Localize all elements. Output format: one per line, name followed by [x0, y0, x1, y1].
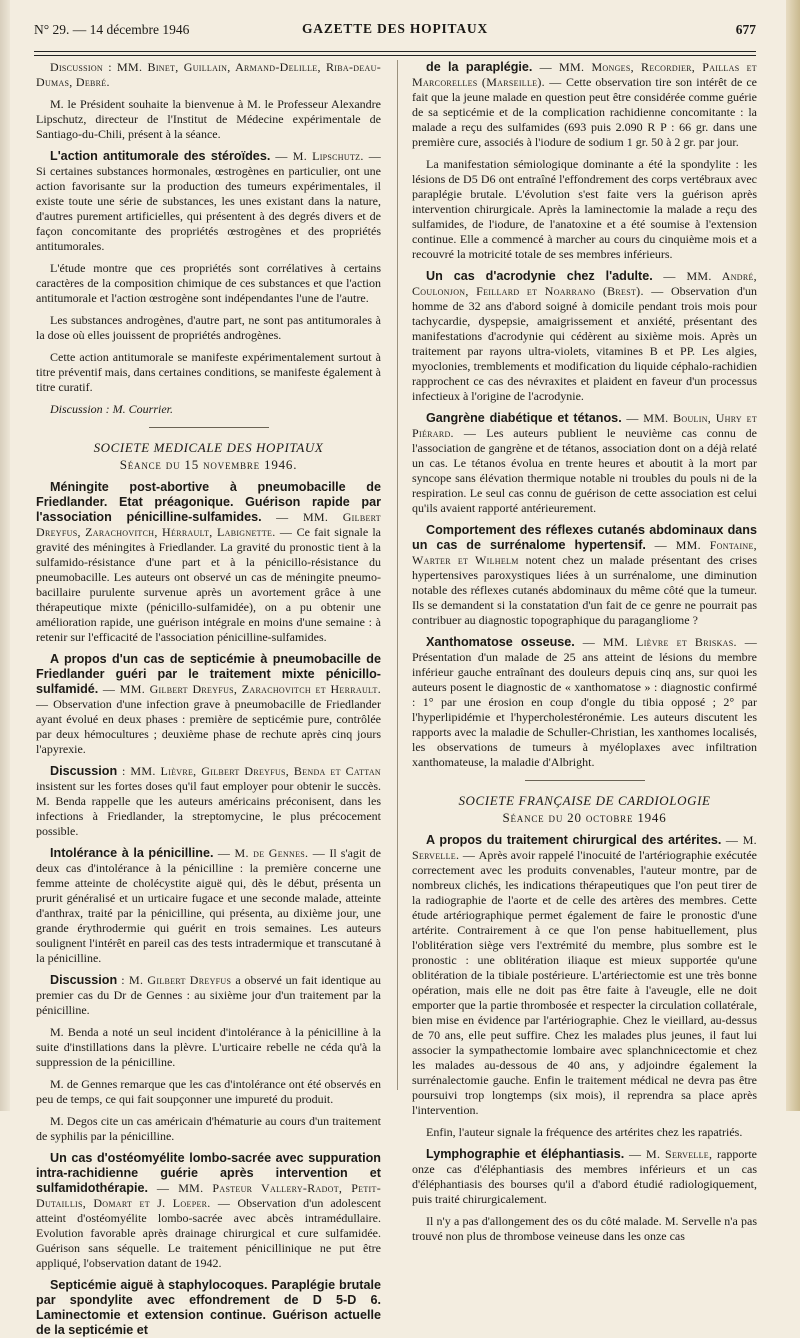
separator-rule: [149, 427, 269, 428]
article-authors: : MM. Lièvre, Gilbert Dreyfus, Benda et Cattan: [117, 764, 381, 778]
paragraph: L'étude montre que ces propriétés sont corrélatives à certains caractères de la composition chimique de ces substances et que l'action antitumorale et l'action œstrogène sont indépendantes l'une de l'autre.: [36, 261, 381, 305]
article-septicemie-friedlander: [36, 652, 381, 757]
journal-title: GAZETTE DES HOPITAUX: [301, 21, 489, 36]
article-title: de la paraplégie.: [426, 60, 533, 74]
article-authors: — MM. Gilbert Dreyfus, Zarachovitch, Hérrault, Labignette. —: [36, 510, 381, 539]
article-osteomyelite: [36, 1151, 381, 1271]
article-reflexes: [412, 523, 757, 628]
right-column: [412, 60, 758, 1243]
discussion-line: Discussion : M. Courrier.: [50, 402, 174, 416]
article-paraplegie: [412, 60, 757, 150]
article-body: Les auteurs publient le neuvième cas connu de l'association de gangrène et de tétanos, association dont on a déjà relaté un cas. Le tétanos évolua en trente heures et aboutit à la mort par syncope sans élévation thermique notable ni troubles du pouls ni de la respiration. Le seul cas connu de guérison de cette association est celui qu'ils avaient rapporté antérieurement.: [412, 426, 757, 515]
article-title: Un cas d'ostéomyélite lombo-sacrée avec suppuration intra-rachidienne guérie après intervention et sulfamidothérapie.: [36, 1151, 381, 1195]
discussion-participants: Discussion : MM. Binet, Guillain, Armand-Delille, Riba-deau-Dumas, Debré.: [36, 60, 381, 89]
article-title: A propos d'un cas de septicémie à pneumobacille de Friedlander guéri par le traitement mixte pénicillo-sulfamidé.: [36, 652, 381, 696]
article-body: Après avoir rappelé l'inocuité de l'artériographie exécutée correctement avec les produits convenables, l'auteur montre, par de nombreux clichés, les indications thérapeutiques que l'on peut tirer de la radiographie de l'aorte et de celle des artères des membres. Cette étude artériographique permet également de faire le pronostic d'une artérite. Contrairement à ce que l'on pense habituellement, plus l'oblitération siège vers l'extrémité du membre, plus sombre est le pronostic : une oblitération iliaque est mieux supportée qu'une oblitération de la tibiale postérieure. L'artériectomie est une très bonne opération, mais elle ne doit pas être faite à l'aveugle, elle ne doit emporter que la partie thrombosée et respecter la circulation collatérale, bien mise en évidence par l'artériographie. Chez le vieillard, au-dessus de 70 ans, elle peut suffire. Chez les malades plus jeunes, il faut lui associer la sympathectomie lombaire avec splanchnicectomie et chez les malades au-dessous de 40 ans, y adjoindre également la surrénalectomie gauche. Enfin le traitement médical ne devra pas être poursuivi trop longtemps (six mois), il reprendra sa place après l'intervention.: [412, 848, 757, 1117]
seance-date: Séance du 20 octobre 1946: [502, 810, 667, 825]
discussion-entry: [36, 764, 381, 839]
article-authors: — MM. Pasteur Vallery-Radot, Petit-Dutaillis, Domart et J. Loeper. —: [36, 1181, 381, 1210]
article-authors: — M. Lipschutz. —: [270, 149, 381, 163]
article-title: Un cas d'acrodynie chez l'adulte.: [426, 269, 653, 283]
article-authors: — M. Servelle. —: [412, 833, 757, 862]
article-title: Gangrène diabétique et tétanos.: [426, 411, 622, 425]
article-lymphographie: [412, 1147, 757, 1207]
separator-rule: [525, 780, 645, 781]
article-staphylocoques: [36, 1278, 381, 1338]
article-xanthomatose: [412, 635, 757, 770]
header-rule-thin: [34, 55, 756, 56]
issue-date: N° 29. — 14 décembre 1946: [34, 22, 190, 37]
article-steroides: [36, 149, 381, 254]
article-authors: — MM. André, Coulonjon, Feillard et Noarrano (Brest). —: [412, 269, 757, 298]
article-title: Comportement des réflexes cutanés abdominaux dans un cas de surrénalome hypertensif.: [412, 523, 757, 552]
article-body: rapporte onze cas d'éléphantiasis des membres inférieurs et un cas d'éléphantiasis des bourses qu'il a d'abord étudié radiologiquement, puis traité chirurgicalement.: [412, 1147, 757, 1206]
page-number: 677: [735, 22, 756, 37]
article-authors: — M. Servelle,: [624, 1147, 718, 1161]
article-authors: — MM. Lièvre et Briskas. —: [574, 635, 757, 649]
running-header: [34, 19, 756, 39]
seance-date: Séance du 15 novembre 1946.: [119, 457, 298, 472]
article-authors: — M. de Gennes. —: [213, 846, 330, 860]
article-body: Ce fait signale la gravité des méningites à Friedlander. La gravité du pronostic tient à la sulfamido-résistance d'une part et à la pénicillo-résistance du pneumobacille. Les auteurs ont observé un cas de méningite pneumo-bacillaire purulente survenue après un avortement grâce à une thérapeutique mixte (pénicillo-sulfamidée), on a pu obtenir une amélioration rapide, une guérison intégrale en moins d'une semaine : à retenir sur l'efficacité de l'association pénicilline-sulfamides.: [36, 525, 381, 644]
article-authors: — MM. Gilbert Dreyfus, Zarachovitch et Herrault. —: [36, 682, 381, 711]
article-title: Discussion: [50, 764, 118, 778]
article-arterites: [412, 833, 757, 1118]
article-title: Intolérance à la pénicilline.: [50, 846, 214, 860]
article-title: Xanthomatose osseuse.: [426, 635, 575, 649]
article-acrodynie: [412, 269, 757, 404]
article-body: Présentation d'un malade de 25 ans atteint de lésions du membre inférieur gauche entraînant des douleurs depuis cinq ans, sur quoi les auteurs posent le diagnostic de « xanthomatose » : diagnostic confirmé : 1° par une érosion en coup d'ongle du tibia opposé ; 2° par l'hyperlipidémie et l'hypercholestéronémie. Les auteurs discutent les rapports avec la maladie de Schuller-Christian, les xanthomes localisés, les observations de tumeurs à myéloplaxes avec infiltration xanthomateuse, la maladie d'Albright.: [412, 650, 757, 769]
article-authors: : M. Gilbert Dreyfus: [117, 973, 236, 987]
article-title: Discussion: [50, 973, 118, 987]
paragraph: Les substances androgènes, d'autre part, ne sont pas antitumorales à la dose où elles jouissent de propriétés androgènes.: [36, 313, 381, 342]
article-title: Septicémie aiguë à staphylocoques. Paraplégie brutale par spondylite avec effondrement de D 5-D 6. Laminectomie et extension continue. Guérison actuelle de la septicémie et: [36, 1278, 381, 1337]
article-body: Observation d'un adolescent atteint d'ostéomyélite lombo-sacrée avec abcès intramédullaire. Evolution favorable après drainage chirurgical et cure sulfamidée. Guérison sans séquelle. Le traitement pénicillinique ne put être appliqué, l'observation datant de 1942.: [36, 1196, 381, 1270]
article-body: insistent sur les fortes doses qu'il faut employer pour obtenir le succès. M. Benda rappelle que les auteurs américains préconisent, dans les infections à Friedlander, la streptomycine, le plus précocement possible.: [36, 779, 381, 838]
article-title: L'action antitumorale des stéroïdes.: [50, 149, 271, 163]
paragraph: Enfin, l'auteur signale la fréquence des artérites chez les rapatriés.: [426, 1125, 743, 1139]
article-body: Observation d'une infection grave à pneumobacille de Friedlander ayant évolué en deux phases : première de septicémie pure, contrôlée par deux hémocultures ; deuxième phase de rechute après cinq jours l'apyrexie.: [36, 697, 382, 756]
article-body: Si certaines substances hormonales, œstrogènes en particulier, ont une action favorisante sur la production des tumeurs expérimentales, il existe toute une série de substances, les unes existant dans la nature, d'autres purement artificielles, qui présentent à des degrés divers et de façon concomitante des propriétés œstrogènes et des propriétés antitumorales.: [36, 164, 381, 253]
article-body: Il s'agit de deux cas d'intolérance à la pénicilline : la première concerne une femme atteinte de cholécystite aiguë qui, dès le début, présenta un prurit généralisé et un urticaire fugace et une seconde malade, atteinte d'anthrax, traité par la pénicilline, qui présenta, au dixième jour, une grande érythrodermie qui guérit en trois semaines. Les auteurs soulignent l'intérêt en pareil cas des tests intradermique et transcutané à la pénicilline.: [36, 846, 381, 965]
article-title: A propos du traitement chirurgical des artérites.: [426, 833, 722, 847]
article-gangrene: [412, 411, 757, 516]
column-divider: [397, 60, 398, 1090]
header-rule: [34, 51, 756, 52]
page-edge-left: [0, 0, 10, 1111]
article-authors: — MM. Boulin, Uhry et Piérard. —: [412, 411, 758, 440]
section-heading-medicale: SOCIETE MEDICALE DES HOPITAUX: [93, 440, 324, 455]
article-body: Observation d'un homme de 32 ans d'abord soigné à domicile pendant trois mois pour tachycardie, dyspepsie, amaigrissement et anxiété, présentant des manifestations d'acrodynie qui cédèrent au sixième mois. Après un traitement par rayons ultra-violets, vitamines B et PP. Les algies, myoclonies, tremblements et modification du liquide céphalo-rachidien rapprochent ce cas des névraxites et plaident en faveur d'un processus infectieux à l'origine de l'acrodynie.: [412, 284, 757, 403]
paragraph: La manifestation sémiologique dominante a été la spondylite : les lésions de D5 D6 ont entraîné l'effondrement des corps vertébraux avec paraplégie brutale. L'évolution s'est faite vers la guérison après intervention chirurgicale. Après la laminectomie la malade a reçu des sulfamides, de l'iodure, de l'anatoxine et a été soumise à l'extension continue. Elle a commencé à marcher au cours du cinquième mois et a recouvré la motricité totale de ses membres inférieurs.: [412, 157, 757, 261]
president-welcome: M. le Président souhaite la bienvenue à M. le Professeur Alexandre Lipschutz, directeur de l'Institut de Médecine expérimentale de Santiago-du-Chili, présent à la séance.: [36, 97, 381, 141]
left-column: [36, 60, 382, 1337]
article-meningite: [36, 480, 381, 645]
paragraph: Cette action antitumorale se manifeste expérimentalement surtout à titre préventif mais, dans certaines conditions, se manifeste également à titre curatif.: [36, 350, 381, 394]
article-body: Cette observation tire son intérêt de ce fait que la jeune malade en question peut être considérée comme guérie de sa septicémie et de la complication rachidienne concomitante : la malade a reçu des sulfamides (693 puis 2.090 R P : 66 gr. dans une première cure, associés à l'iodure de sodium 1 gr. 50 à 2 gr. par jour.: [412, 75, 758, 149]
page-edge-right: [786, 0, 800, 1111]
article-title: Méningite post-abortive à pneumobacille de Friedlander. Etat préagonique. Guérison rapide par l'association pénicilline-sulfamides.: [36, 480, 381, 524]
paragraph: M. Benda a noté un seul incident d'intolérance à la pénicilline à la suite d'instillations dans la plèvre. L'urticaire rebelle ne céda qu'à la suppression de la pénicilline.: [36, 1025, 381, 1069]
article-authors: — MM. Monges, Recordier, Paillas et Marcorelles (Marseille). —: [412, 60, 757, 89]
paragraph: Il n'y a pas d'allongement des os du côté malade. M. Servelle n'a pas trouvé non plus de thrombose veineuse dans les onze cas: [412, 1214, 757, 1243]
paragraph: M. de Gennes remarque que les cas d'intolérance ont été observés en peu de temps, ce qui fait soupçonner une impureté du produit.: [36, 1077, 381, 1106]
article-body: a observé un fait identique au premier cas du Dr de Gennes : au sixième jour d'un traitement par la pénicilline.: [36, 973, 381, 1017]
article-title: Lymphographie et éléphantiasis.: [426, 1147, 625, 1161]
section-heading-cardiologie: SOCIETE FRANÇAISE DE CARDIOLOGIE: [458, 793, 711, 808]
paragraph: M. Degos cite un cas américain d'hématurie au cours d'un traitement de syphilis par la pénicilline.: [36, 1114, 381, 1143]
article-intolerance: [36, 846, 381, 966]
discussion-entry: [36, 973, 381, 1018]
article-body: notent chez un malade présentant des crises hypertensives paroxystiques liées à un surrénalome, une diminution notable des réflexes cutanés abdominaux du même côté que la tumeur. Ils se demandent si la constatation d'un fait de ce genre ne pourrait pas contribuer au diagnostic topographique du paragangliome ?: [412, 553, 757, 627]
article-authors: — MM. Fontaine, Warter et Wilhelm: [412, 538, 757, 567]
